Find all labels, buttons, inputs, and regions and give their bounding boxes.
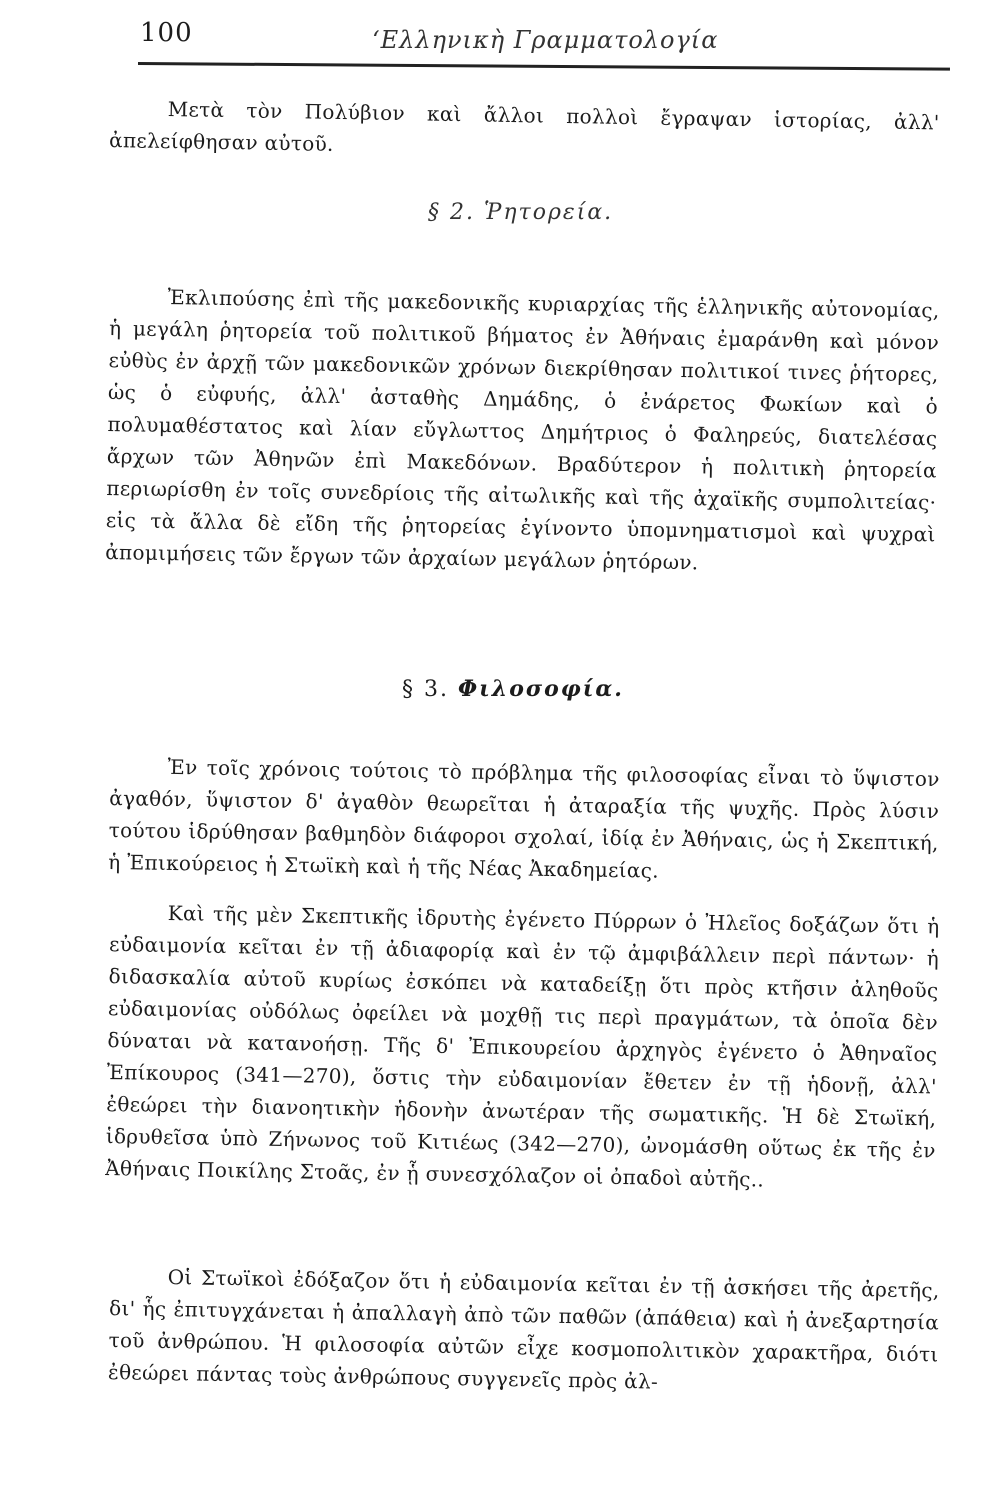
section-number: § 3.: [402, 677, 449, 702]
paragraph-polybius: Μετὰ τὸν Πολύβιον καὶ ἄλλοι πολλοὶ ἔγραψαν ἱστορίας, ἀλλ' ἀπελείφθησαν αὐτοῦ.: [108, 97, 940, 156]
paragraph-schools: Καὶ τῆς μὲν Σκεπτικῆς ἱδρυτὴς ἐγένετο Πύρρων ὁ Ἠλεῖος δοξάζων ὅτι ἡ εὐδαιμονία κεῖται ἐν τῇ ἀδιαφορίᾳ καὶ ἐν τῷ ἀμφιβάλλειν περὶ πάντων· ἡ διδασκαλία αὐτοῦ κυρίως ἐσκόπει νὰ καταδείξῃ ὅτι πρὸς κτῆσιν ἀληθοῦς εὐδαιμονίας οὐδόλως ὀφείλει νὰ μοχθῇ τις περὶ πραγμάτων, τὰ ὁποῖα δὲν δύναται νὰ κατανοήσῃ. Τῆς δ' Ἐπικουρείου ἀρχηγὸς ἐγένετο ὁ Ἀθηναῖος Ἐπίκουρος (341—270), ὅστις τὴν εὐδαιμονίαν ἔθετεν ἐν τῇ ἡδονῇ, ἀλλ' ἐθεώρει τὴν διανοητικὴν ἡδονὴν ἀνωτέραν τῆς σωματικῆς. Ἡ δὲ Στωϊκή, ἱδρυθεῖσα ὑπὸ Ζήνωνος τοῦ Κιτιέως (342—270), ὠνομάσθη οὕτως ἐκ τῆς ἐν Ἀθήναις Ποικίλης Στοᾶς, ἐν ᾗ συνεσχόλαζον οἱ ὀπαδοὶ αὐτῆς..: [105, 901, 940, 1192]
section-number: § 2.: [428, 200, 475, 225]
paragraph-stoics: Οἱ Στωϊκοὶ ἐδόξαζον ὅτι ἡ εὐδαιμονία κεῖται ἐν τῇ ἀσκήσει τῆς ἀρετῆς, δι' ἧς ἐπιτυγχάνεται ἡ ἀπαλλαγὴ ἀπὸ τῶν παθῶν (ἀπάθεια) καὶ ἡ ἀνεξαρτησία τοῦ ἀνθρώπου. Ἡ φιλοσοφία αὐτῶν εἶχε κοσμοπολιτικὸν χαρακτῆρα, διότι ἐθεώρει πάντας τοὺς ἀνθρώπους συγγενεῖς πρὸς ἀλ-: [107, 1265, 940, 1394]
page-number: 100: [140, 18, 193, 48]
section-title: Φιλοσοφία.: [457, 676, 624, 702]
running-title: ‘Ελληνικὴ Γραμματολογία: [372, 26, 719, 54]
paragraph-rhetoric: Ἐκλιπούσης ἐπὶ τῆς μακεδονικῆς κυριαρχίας τῆς ἑλληνικῆς αὐτονομίας, ἡ μεγάλη ῥητορεία τοῦ πολιτικοῦ βήματος ἐν Ἀθήναις ἐμαράνθη καὶ μόνον εὐθὺς ἐν ἀρχῇ τῶν μακεδονικῶν χρόνων διεκρίθησαν πολιτικοί τινες ῥήτορες, ὡς ὁ εὐφυής, ἀλλ' ἀσταθὴς Δημάδης, ὁ ἐνάρετος Φωκίων καὶ ὁ πολυμαθέστατος καὶ λίαν εὔγλωττος Δημήτριος ὁ Φαληρεύς, διατελέσας ἄρχων τῶν Ἀθηνῶν ἐπὶ Μακεδόνων. Βραδύτερον ἡ πολιτικὴ ῥητορεία περιωρίσθη ἐν τοῖς συνεδρίοις τῆς αἰτωλικῆς καὶ τῆς ἀχαϊκῆς συμπολιτείας· εἰς τὰ ἄλλα δὲ εἴδη τῆς ῥητορείας ἐγίνοντο ὑπομνηματισμοὶ καὶ ψυχραὶ ἀπομιμήσεις τῶν ἔργων τῶν ἀρχαίων μεγάλων ῥητόρων.: [105, 285, 940, 575]
section-heading-philosophy: [402, 676, 624, 702]
section-title: Ῥητορεία.: [483, 200, 614, 225]
header-rule: [138, 62, 950, 71]
page-header: [140, 14, 950, 60]
section-heading-rhetoric: [428, 200, 613, 225]
paragraph-philosophy-intro: Ἐν τοῖς χρόνοις τούτοις τὸ πρόβλημα τῆς φιλοσοφίας εἶναι τὸ ὕψιστον ἀγαθόν, ὕψιστον δ' ἀγαθὸν θεωρεῖται ἡ ἀταραξία τῆς ψυχῆς. Πρὸς λύσιν τούτου ἱδρύθησαν βαθμηδὸν διάφοροι σχολαί, ἰδίᾳ ἐν Ἀθήναις, ὡς ἡ Σκεπτική, ἡ Ἐπικούρειος ἡ Στωϊκὴ καὶ ἡ τῆς Νέας Ἀκαδημείας.: [108, 754, 940, 883]
